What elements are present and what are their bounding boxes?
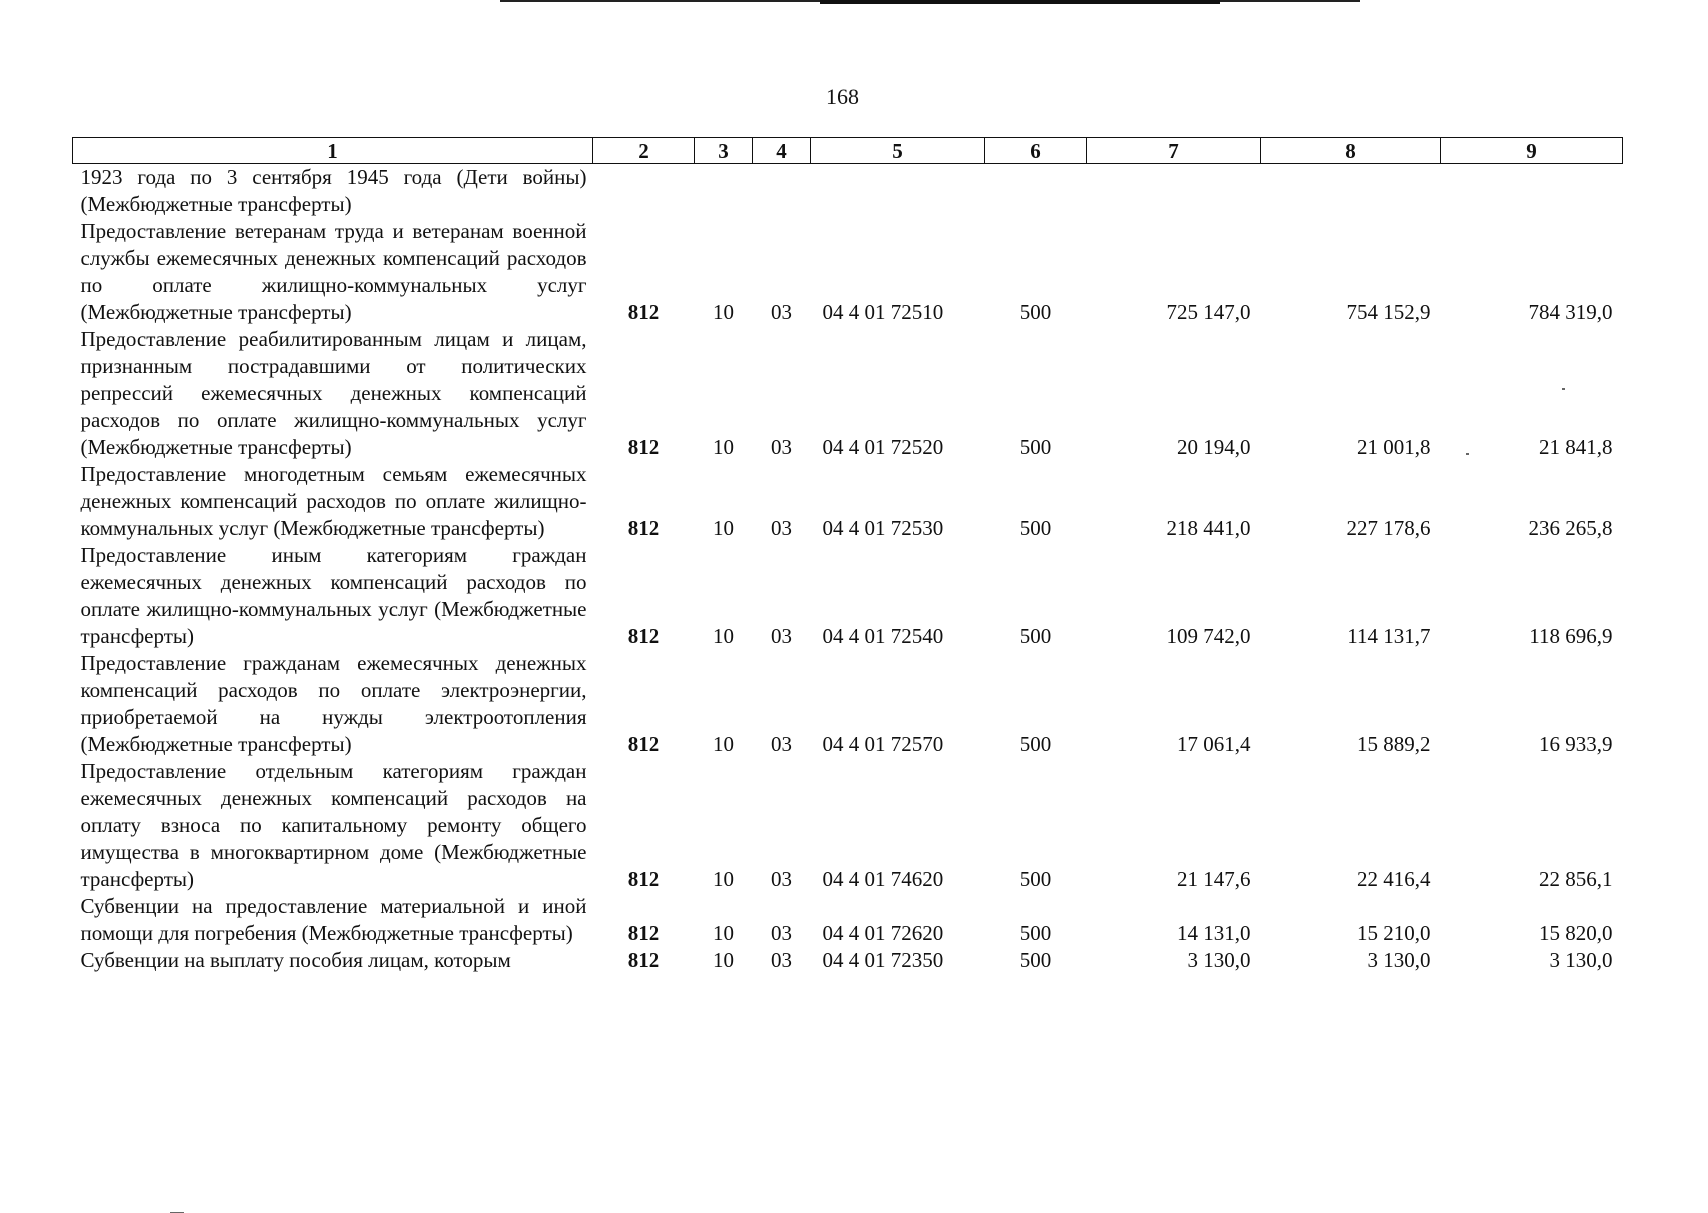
header-col-3: 3 (695, 138, 753, 164)
row-amount-2: 21 001,8 (1357, 435, 1431, 459)
row-target-code: 04 4 01 72540 (822, 624, 944, 648)
row-admin-code: 812 (627, 732, 660, 756)
header-col-2: 2 (593, 138, 695, 164)
row-expense-type: 500 (1019, 624, 1052, 648)
row-name: Предоставление реабилитированным лицам и лицам, признанным пострадавшими от политических репрессий ежемесячных денежных компенсаций расходов по оплате жилищно-коммунальных услуг (Межбюджетные трансферты) (80, 327, 587, 459)
row-admin-code: 812 (627, 624, 660, 648)
row-amount-3: 118 696,9 (1529, 624, 1613, 648)
row-expense-type: 500 (1019, 867, 1052, 891)
row-amount-2: 22 416,4 (1357, 867, 1431, 891)
row-expense-type: 500 (1019, 516, 1052, 540)
row-name: Субвенции на предоставление материальной и иной помощи для погребения (Межбюджетные трансферты) (80, 894, 587, 945)
row-amount-1: 3 130,0 (1187, 948, 1251, 972)
row-admin-code: 812 (627, 867, 660, 891)
row-amount-3: 16 933,9 (1539, 732, 1613, 756)
row-admin-code: 812 (627, 300, 660, 324)
row-amount-2: 3 130,0 (1367, 948, 1431, 972)
row-section: 10 (713, 867, 734, 891)
row-expense-type: 500 (1019, 948, 1052, 972)
header-col-8: 8 (1261, 138, 1441, 164)
header-col-4: 4 (753, 138, 811, 164)
row-section: 10 (713, 435, 734, 459)
row-amount-1: 725 147,0 (1166, 300, 1251, 324)
table-row (73, 218, 1623, 326)
row-section: 10 (713, 948, 734, 972)
header-col-1: 1 (73, 138, 593, 164)
page-number: 168 (826, 84, 859, 109)
top-scan-rule-thick (820, 0, 1220, 4)
scan-speck (1466, 453, 1469, 455)
row-section: 10 (713, 921, 734, 945)
row-section: 10 (713, 516, 734, 540)
header-col-5: 5 (811, 138, 985, 164)
row-target-code: 04 4 01 74620 (822, 867, 944, 891)
row-amount-2: 15 889,2 (1357, 732, 1431, 756)
row-section: 10 (713, 732, 734, 756)
row-name: Предоставление гражданам ежемесячных денежных компенсаций расходов по оплате электроэнергии, приобретаемой на нужды электроотопления (Межбюджетные трансферты) (80, 651, 587, 756)
row-amount-3: 21 841,8 (1539, 435, 1613, 459)
row-amount-1: 17 061,4 (1177, 732, 1251, 756)
row-subsection: 03 (771, 732, 792, 756)
row-subsection: 03 (771, 516, 792, 540)
table-row (73, 650, 1623, 758)
row-subsection: 03 (771, 435, 792, 459)
row-subsection: 03 (771, 867, 792, 891)
row-section: 10 (713, 624, 734, 648)
row-target-code: 04 4 01 72530 (822, 516, 944, 540)
header-row (73, 138, 1623, 164)
table-row (73, 893, 1623, 947)
row-amount-3: 15 820,0 (1539, 921, 1613, 945)
row-admin-code: 812 (627, 516, 660, 540)
row-section: 10 (713, 300, 734, 324)
row-amount-1: 218 441,0 (1166, 516, 1251, 540)
row-name: Предоставление отдельным категориям граждан ежемесячных денежных компенсаций расходов на оплату взноса по капитальному ремонту общего имущества в многоквартирном доме (Межбюджетные трансферты) (80, 759, 587, 891)
row-amount-1: 20 194,0 (1177, 435, 1251, 459)
row-subsection: 03 (771, 921, 792, 945)
row-continuation-text: 1923 года по 3 сентября 1945 года (Дети войны) (Межбюджетные трансферты) (80, 165, 587, 216)
row-name: Предоставление ветеранам труда и ветеранам военной службы ежемесячных денежных компенсаций расходов по оплате жилищно-коммунальных услуг (Межбюджетные трансферты) (80, 219, 587, 324)
table-row (73, 947, 1623, 974)
row-amount-2: 227 178,6 (1346, 516, 1431, 540)
row-expense-type: 500 (1019, 921, 1052, 945)
row-amount-3: 22 856,1 (1539, 867, 1613, 891)
scan-speck (1562, 388, 1565, 390)
row-admin-code: 812 (627, 921, 660, 945)
row-subsection: 03 (771, 624, 792, 648)
row-admin-code: 812 (627, 435, 660, 459)
row-amount-2: 754 152,9 (1346, 300, 1431, 324)
table-row (73, 461, 1623, 542)
row-amount-3: 784 319,0 (1528, 300, 1613, 324)
row-expense-type: 500 (1019, 732, 1052, 756)
row-target-code: 04 4 01 72620 (822, 921, 944, 945)
row-amount-2: 114 131,7 (1347, 624, 1431, 648)
row-name: Субвенции на выплату пособия лицам, которым (80, 948, 511, 972)
row-amount-1: 14 131,0 (1177, 921, 1251, 945)
header-col-9: 9 (1441, 138, 1623, 164)
budget-table (72, 137, 1623, 974)
table-row (73, 758, 1623, 893)
row-subsection: 03 (771, 948, 792, 972)
row-expense-type: 500 (1019, 300, 1052, 324)
row-name: Предоставление многодетным семьям ежемесячных денежных компенсаций расходов по оплате жилищно-коммунальных услуг (Межбюджетные трансферты) (80, 462, 587, 540)
row-amount-2: 15 210,0 (1357, 921, 1431, 945)
row-target-code: 04 4 01 72350 (822, 948, 944, 972)
table-row (73, 542, 1623, 650)
table-body (73, 164, 1623, 975)
row-amount-1: 21 147,6 (1177, 867, 1251, 891)
row-target-code: 04 4 01 72520 (822, 435, 944, 459)
header-col-6: 6 (985, 138, 1087, 164)
row-target-code: 04 4 01 72570 (822, 732, 944, 756)
row-amount-3: 236 265,8 (1528, 516, 1613, 540)
header-col-7: 7 (1087, 138, 1261, 164)
table-row-continuation (73, 164, 1623, 219)
row-amount-1: 109 742,0 (1166, 624, 1251, 648)
row-target-code: 04 4 01 72510 (822, 300, 944, 324)
row-amount-3: 3 130,0 (1549, 948, 1613, 972)
table-row (73, 326, 1623, 461)
table-header (73, 138, 1623, 164)
row-expense-type: 500 (1019, 435, 1052, 459)
row-subsection: 03 (771, 300, 792, 324)
row-admin-code: 812 (627, 948, 660, 972)
row-name: Предоставление иным категориям граждан ежемесячных денежных компенсаций расходов по оплате жилищно-коммунальных услуг (Межбюджетные трансферты) (80, 543, 587, 648)
